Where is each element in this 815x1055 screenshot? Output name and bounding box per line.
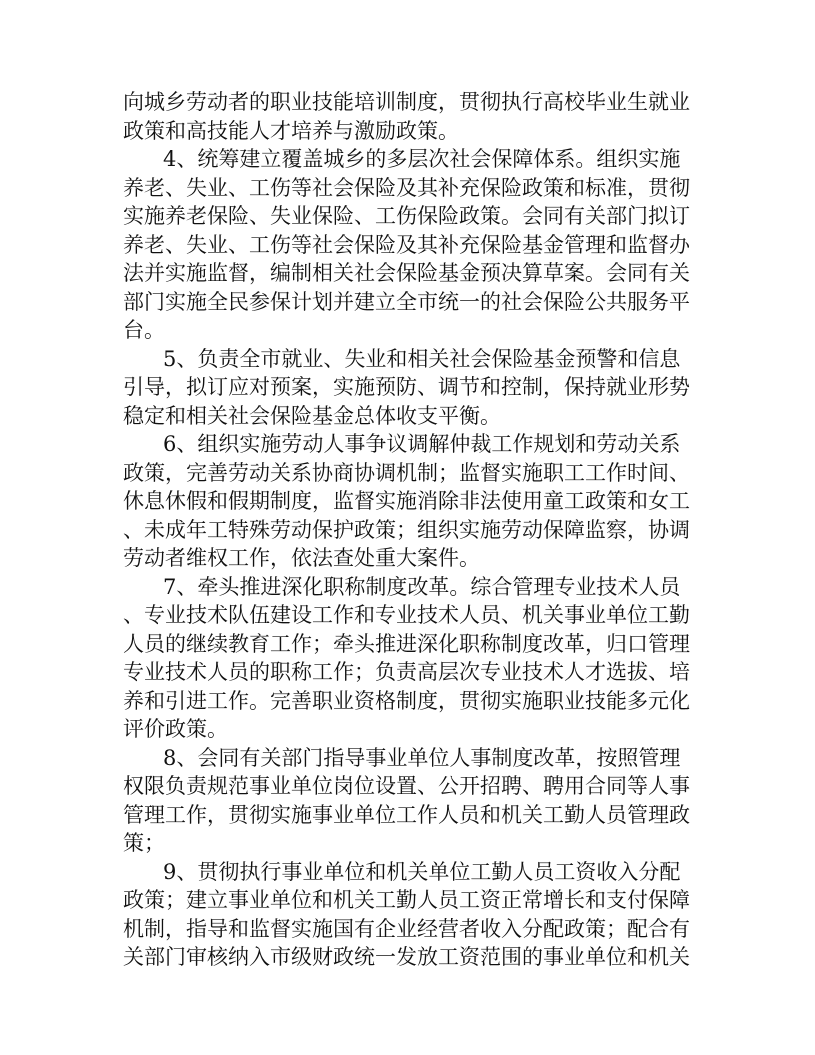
text-line: 政策，完善劳动关系协商协调机制；监督实施职工工作时间、 bbox=[123, 460, 690, 485]
text-line: 养老、失业、工伤等社会保险及其补充保险基金管理和监督办 bbox=[123, 232, 690, 257]
text-line: 稳定和相关社会保险基金总体收支平衡。 bbox=[123, 403, 501, 428]
text-line: 养老、失业、工伤等社会保险及其补充保险政策和标准，贯彻 bbox=[123, 175, 690, 200]
text-line: 引导，拟订应对预案，实施预防、调节和控制，保持就业形势 bbox=[123, 375, 690, 399]
text-line: 策； bbox=[123, 831, 165, 855]
text-line: 权限负责规范事业单位岗位设置、公开招聘、聘用合同等人事 bbox=[123, 774, 690, 798]
text-line: 政策；建立事业单位和机关工勤人员工资正常增长和支付保障 bbox=[123, 888, 690, 912]
paragraph-8-start: 8、会同有关部门指导事业单位人事制度改革，按照管理 bbox=[163, 745, 681, 770]
text-line: 政策和高技能人才培养与激励政策。 bbox=[123, 118, 459, 143]
text-line: 、专业技术队伍建设工作和专业技术人员、机关事业单位工勤 bbox=[123, 603, 690, 627]
text-line: 劳动者维权工作，依法查处重大案件。 bbox=[123, 546, 480, 570]
paragraph-9-start: 9、贯彻执行事业单位和机关单位工勤人员工资收入分配 bbox=[163, 859, 681, 884]
text-line: 关部门审核纳入市级财政统一发放工资范围的事业单位和机关 bbox=[123, 945, 690, 969]
text-line: 台。 bbox=[123, 318, 165, 342]
paragraph-4-start: 4、统筹建立覆盖城乡的多层次社会保障体系。组织实施 bbox=[163, 147, 681, 171]
text-line: 专业技术人员的职称工作；负责高层次专业技术人才选拔、培 bbox=[123, 660, 690, 684]
text-line: 管理工作，贯彻实施事业单位工作人员和机关工勤人员管理政 bbox=[123, 802, 690, 827]
text-line: 养和引进工作。完善职业资格制度，贯彻实施职业技能多元化 bbox=[123, 688, 690, 713]
paragraph-6-start: 6、组织实施劳动人事争议调解仲裁工作规划和劳动关系 bbox=[163, 432, 681, 456]
text-line: 部门实施全民参保计划并建立全市统一的社会保险公共服务平 bbox=[123, 289, 690, 314]
text-line: 休息休假和假期制度，监督实施消除非法使用童工政策和女工 bbox=[123, 489, 690, 513]
text-line: 向城乡劳动者的职业技能培训制度，贯彻执行高校毕业生就业 bbox=[123, 90, 690, 114]
text-line: 机制，指导和监督实施国有企业经营者收入分配政策；配合有 bbox=[123, 916, 690, 941]
text-line: 法并实施监督，编制相关社会保险基金预决算草案。会同有关 bbox=[123, 261, 690, 285]
document-page bbox=[123, 88, 699, 972]
paragraph-7-start: 7、牵头推进深化职称制度改革。综合管理专业技术人员 bbox=[163, 574, 681, 599]
text-line: 人员的继续教育工作；牵头推进深化职称制度改革，归口管理 bbox=[123, 631, 690, 656]
text-line: 评价政策。 bbox=[123, 717, 228, 741]
paragraph-5-start: 5、负责全市就业、失业和相关社会保险基金预警和信息 bbox=[163, 346, 681, 371]
text-line: 实施养老保险、失业保险、工伤保险政策。会同有关部门拟订 bbox=[123, 204, 690, 228]
text-line: 、未成年工特殊劳动保护政策；组织实施劳动保障监察，协调 bbox=[123, 517, 690, 542]
